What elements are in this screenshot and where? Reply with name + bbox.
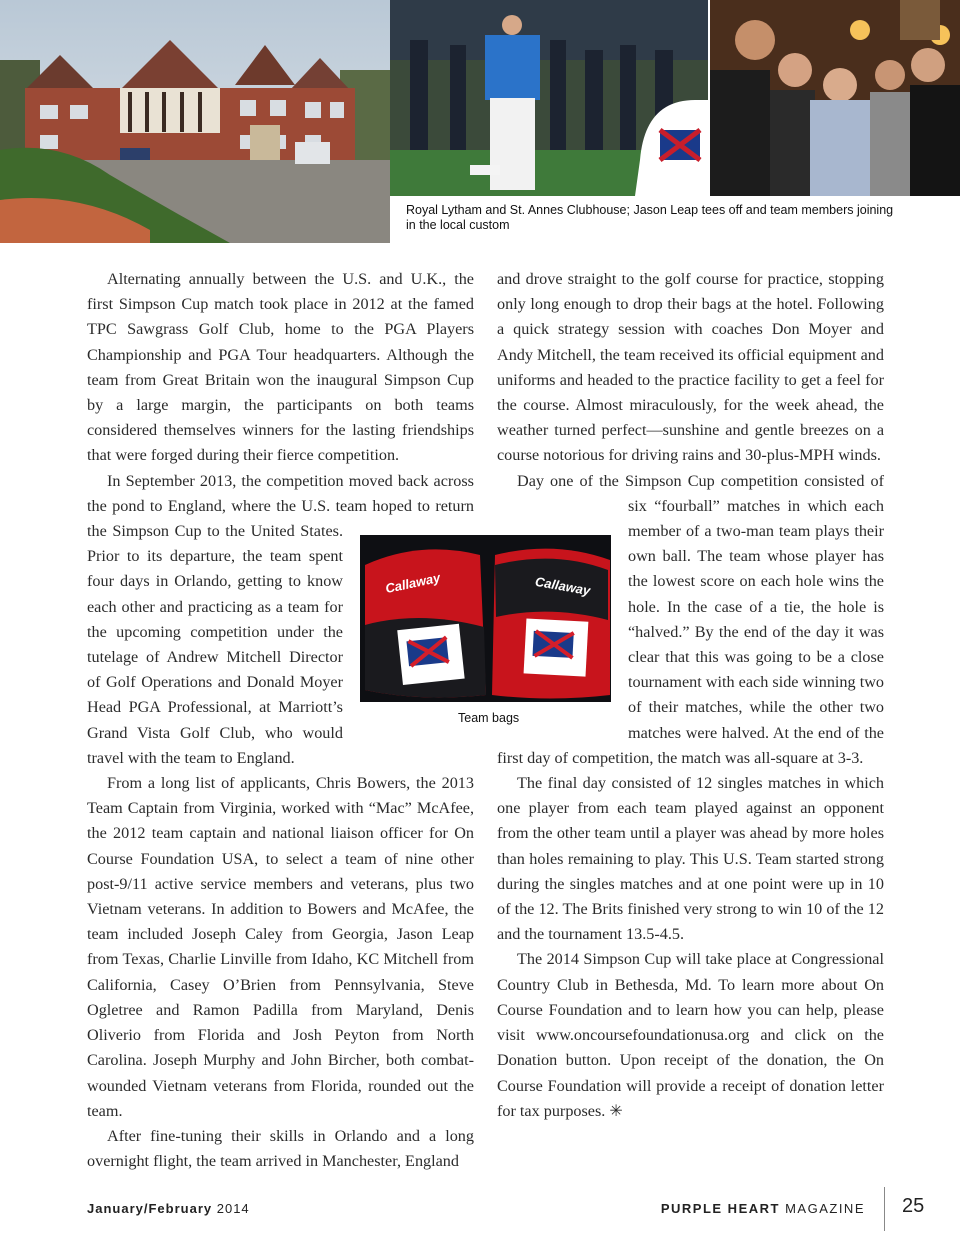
paragraph: In September 2013, the competition moved back across the pond to England, where the U.S. team hoped to return the Simpson Cup to the United States. Prior to its departure, the team spent four days in Orlando, getting to know each other and practicing as a team for the upcoming competition under the tutelage of Andrew Mitchell Director of Golf Operations and Donald Moyer Head PGA Professional, at Marriott’s Grand Vista Golf Club, who would travel with the team to England. bbox=[87, 471, 474, 767]
paragraph: The 2014 Simpson Cup will take place at Congressional Country Club in Bethesda, Md. To learn more about On Course Foundation and to learn how you can help, please visit www.oncoursefoundationusa.org and click on the Donation button. Upon receipt of the donation, the On Course Foundation will provide a receipt of donation letter for tax purposes. ✳ bbox=[497, 950, 884, 1120]
article-column-left bbox=[87, 267, 474, 1174]
paragraph: After fine-tuning their skills in Orlando and a long overnight flight, the team arrived in Manchester, England bbox=[87, 1126, 474, 1171]
clubhouse-photo bbox=[0, 0, 390, 243]
footer-divider bbox=[884, 1187, 885, 1231]
paragraph: and drove straight to the golf course for practice, stopping only long enough to drop their bags at the hotel. Following a quick strategy session with coaches Don Moyer and Andy Mitchell, the team received its official equipment and uniforms and headed to the practice facility to get a feel for the course. Almost miraculously, for the week ahead, the weather turned perfect—sunshine and gentle breezes on a course notorious for driving rains and 30-plus-MPH winds. bbox=[497, 270, 884, 465]
paragraph: Day one of the Simpson Cup competition consisted of six “fourball” matches in which each member of a two-man team plays their own ball. The team whose player has the lowest score on each hole wins the hole. In the case of a tie, the hole is “halved.” By the end of the day it was clear that this was going to be a close tournament with each side winning two of their matches, while the other two matches were halved. At the end of the first day of competition, the match was all-square at 3-3. bbox=[497, 471, 884, 767]
team-bags-caption: Team bags bbox=[458, 711, 520, 725]
photo-caption: Royal Lytham and St. Annes Clubhouse; Jason Leap tees off and team members joining in the local custom bbox=[406, 203, 894, 232]
paragraph: The final day consisted of 12 singles matches in which one player from each team played against an opponent from the other team until a player was ahead by more holes than holes remaining to play. This U.S. Team started strong during the singles matches and at one point were up in 10 of the 12. The Brits finished very strong to win 10 of the 12 and the tournament 13.5-4.5. bbox=[497, 774, 884, 944]
magazine-name: PURPLE HEART MAGAZINE bbox=[660, 1201, 865, 1216]
team-bags-photo bbox=[360, 535, 611, 702]
issue-date: January/February 2014 bbox=[87, 1201, 250, 1216]
end-mark-icon: ✳ bbox=[609, 1101, 623, 1120]
tee-off-photo bbox=[390, 0, 708, 196]
paragraph: Alternating annually between the U.S. and U.K., the first Simpson Cup match took place in 2012 at the famed TPC Sawgrass Golf Club, home to the PGA Players Championship and PGA Tour headquarters. Although the team from Great Britain won the inaugural Simpson Cup by a large margin, the participants on both teams considered themselves winners for the lasting friendships that were forged during their fierce competition. bbox=[87, 270, 474, 465]
callaway-logo-right: Callaway bbox=[533, 573, 592, 599]
callaway-logo-left: Callaway bbox=[383, 569, 442, 597]
local-custom-photo bbox=[710, 0, 960, 196]
paragraph: From a long list of applicants, Chris Bowers, the 2013 Team Captain from Virginia, worked with “Mac” McAfee, the 2012 team captain and national liaison officer for On Course Foundation USA, to select a team of nine other post-9/11 active service members and veterans, plus two Vietnam veterans. In addition to Bowers and McAfee, the team included Joseph Caley from Georgia, Jason Leap from Texas, Charlie Linville from Idaho, KC Mitchell from California, Casey O’Brien from Pennsylvania, Steve Ogletree and Ramon Padilla from Maryland, Denis Oliverio from Florida and Josh Peyton from North Carolina. Joseph Murphy and John Bircher, both combat-wounded Vietnam veterans from Florida, rounded out the team. bbox=[87, 774, 474, 1120]
page-number: 25 bbox=[902, 1195, 925, 1217]
